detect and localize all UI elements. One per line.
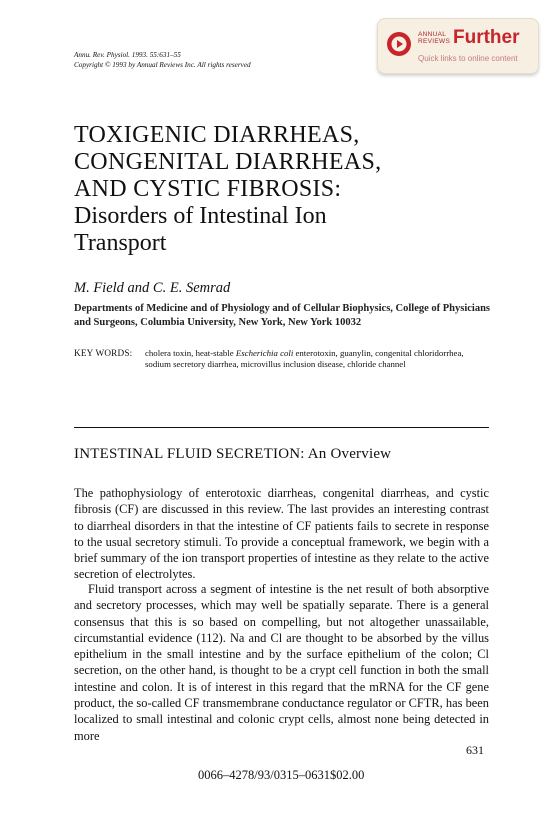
citation-line-copyright: Copyright © 1993 by Annual Reviews Inc. All rights reserved (74, 61, 251, 69)
publisher-line-reviews: REVIEWS (418, 38, 451, 45)
section-heading: INTESTINAL FLUID SECRETION: An Overview (74, 446, 392, 462)
keywords-label: KEY WORDS: (74, 348, 133, 358)
publisher-line-annual: ANNUAL (418, 31, 447, 38)
further-label: Further (453, 27, 520, 48)
keywords-part: enterotoxin, guanylin, congenital chloridorrhea, sodium secretory diarrhea, microvillus inclusion disease, chloride channel (145, 348, 464, 369)
page-number: 631 (466, 743, 484, 757)
journal-citation (74, 50, 251, 70)
section-divider (74, 427, 489, 428)
body-paragraph: Fluid transport across a segment of intestine is the net result of both absorptive and secretory processes, which may well be spatially separate. There is a general consensus that this is so based on compelling, but not altogether unassailable, circumstantial evidence (112). Na and Cl are thought to be absorbed by the villus epithelium in the small intestine and by the surface epithelium of the colon; Cl secretion, on the other hand, is thought to be a crypt cell function in both the small intestine and colon. It is of interest in this regard that the mRNA for the CF gene product, the so-called CF transmembrane conductance regulator or CFTR, has been localized to small intestinal and colonic crypt cells, almost none being detected in more (74, 582, 489, 743)
article-title (74, 122, 381, 257)
body-paragraph: The pathophysiology of enterotoxic diarrheas, congenital diarrheas, and cystic fibrosis (CF) are discussed in this review. The last provides an interesting contrast to diarrheal disorders in that the intestine of CF patients fails to secrete in response to the usual secretory stimuli. To provide a conceptual framework, we begin with a brief summary of the ion transport properties of intestine as they relate to the active secretion of electrolytes. (74, 486, 489, 582)
affiliation: Departments of Medicine and of Physiology and of Cellular Biophysics, College of Physicians and Surgeons, Columbia University, New York, New York 10032 (74, 303, 491, 328)
play-arrow-icon (386, 31, 412, 57)
title-line: TOXIGENIC DIARRHEAS, (74, 122, 360, 148)
badge-subtitle: Quick links to online content (418, 54, 518, 63)
footer-code: 0066–4278/93/0315–0631$02.00 (198, 768, 365, 782)
citation-line-journal: Annu. Rev. Physiol. 1993. 55:631–55 (74, 51, 181, 59)
keywords-species: Escherichia coli (235, 348, 294, 358)
title-line: AND CYSTIC FIBROSIS: (74, 176, 342, 202)
publisher-name (418, 31, 450, 45)
further-links-badge[interactable] (377, 18, 539, 74)
keywords-part: cholera toxin, heat-stable (145, 348, 236, 358)
title-line: Transport (74, 230, 167, 256)
keywords-list (145, 348, 490, 370)
authors: M. Field and C. E. Semrad (74, 280, 231, 296)
title-line: Disorders of Intestinal Ion (74, 203, 327, 229)
title-line: CONGENITAL DIARRHEAS, (74, 149, 382, 175)
